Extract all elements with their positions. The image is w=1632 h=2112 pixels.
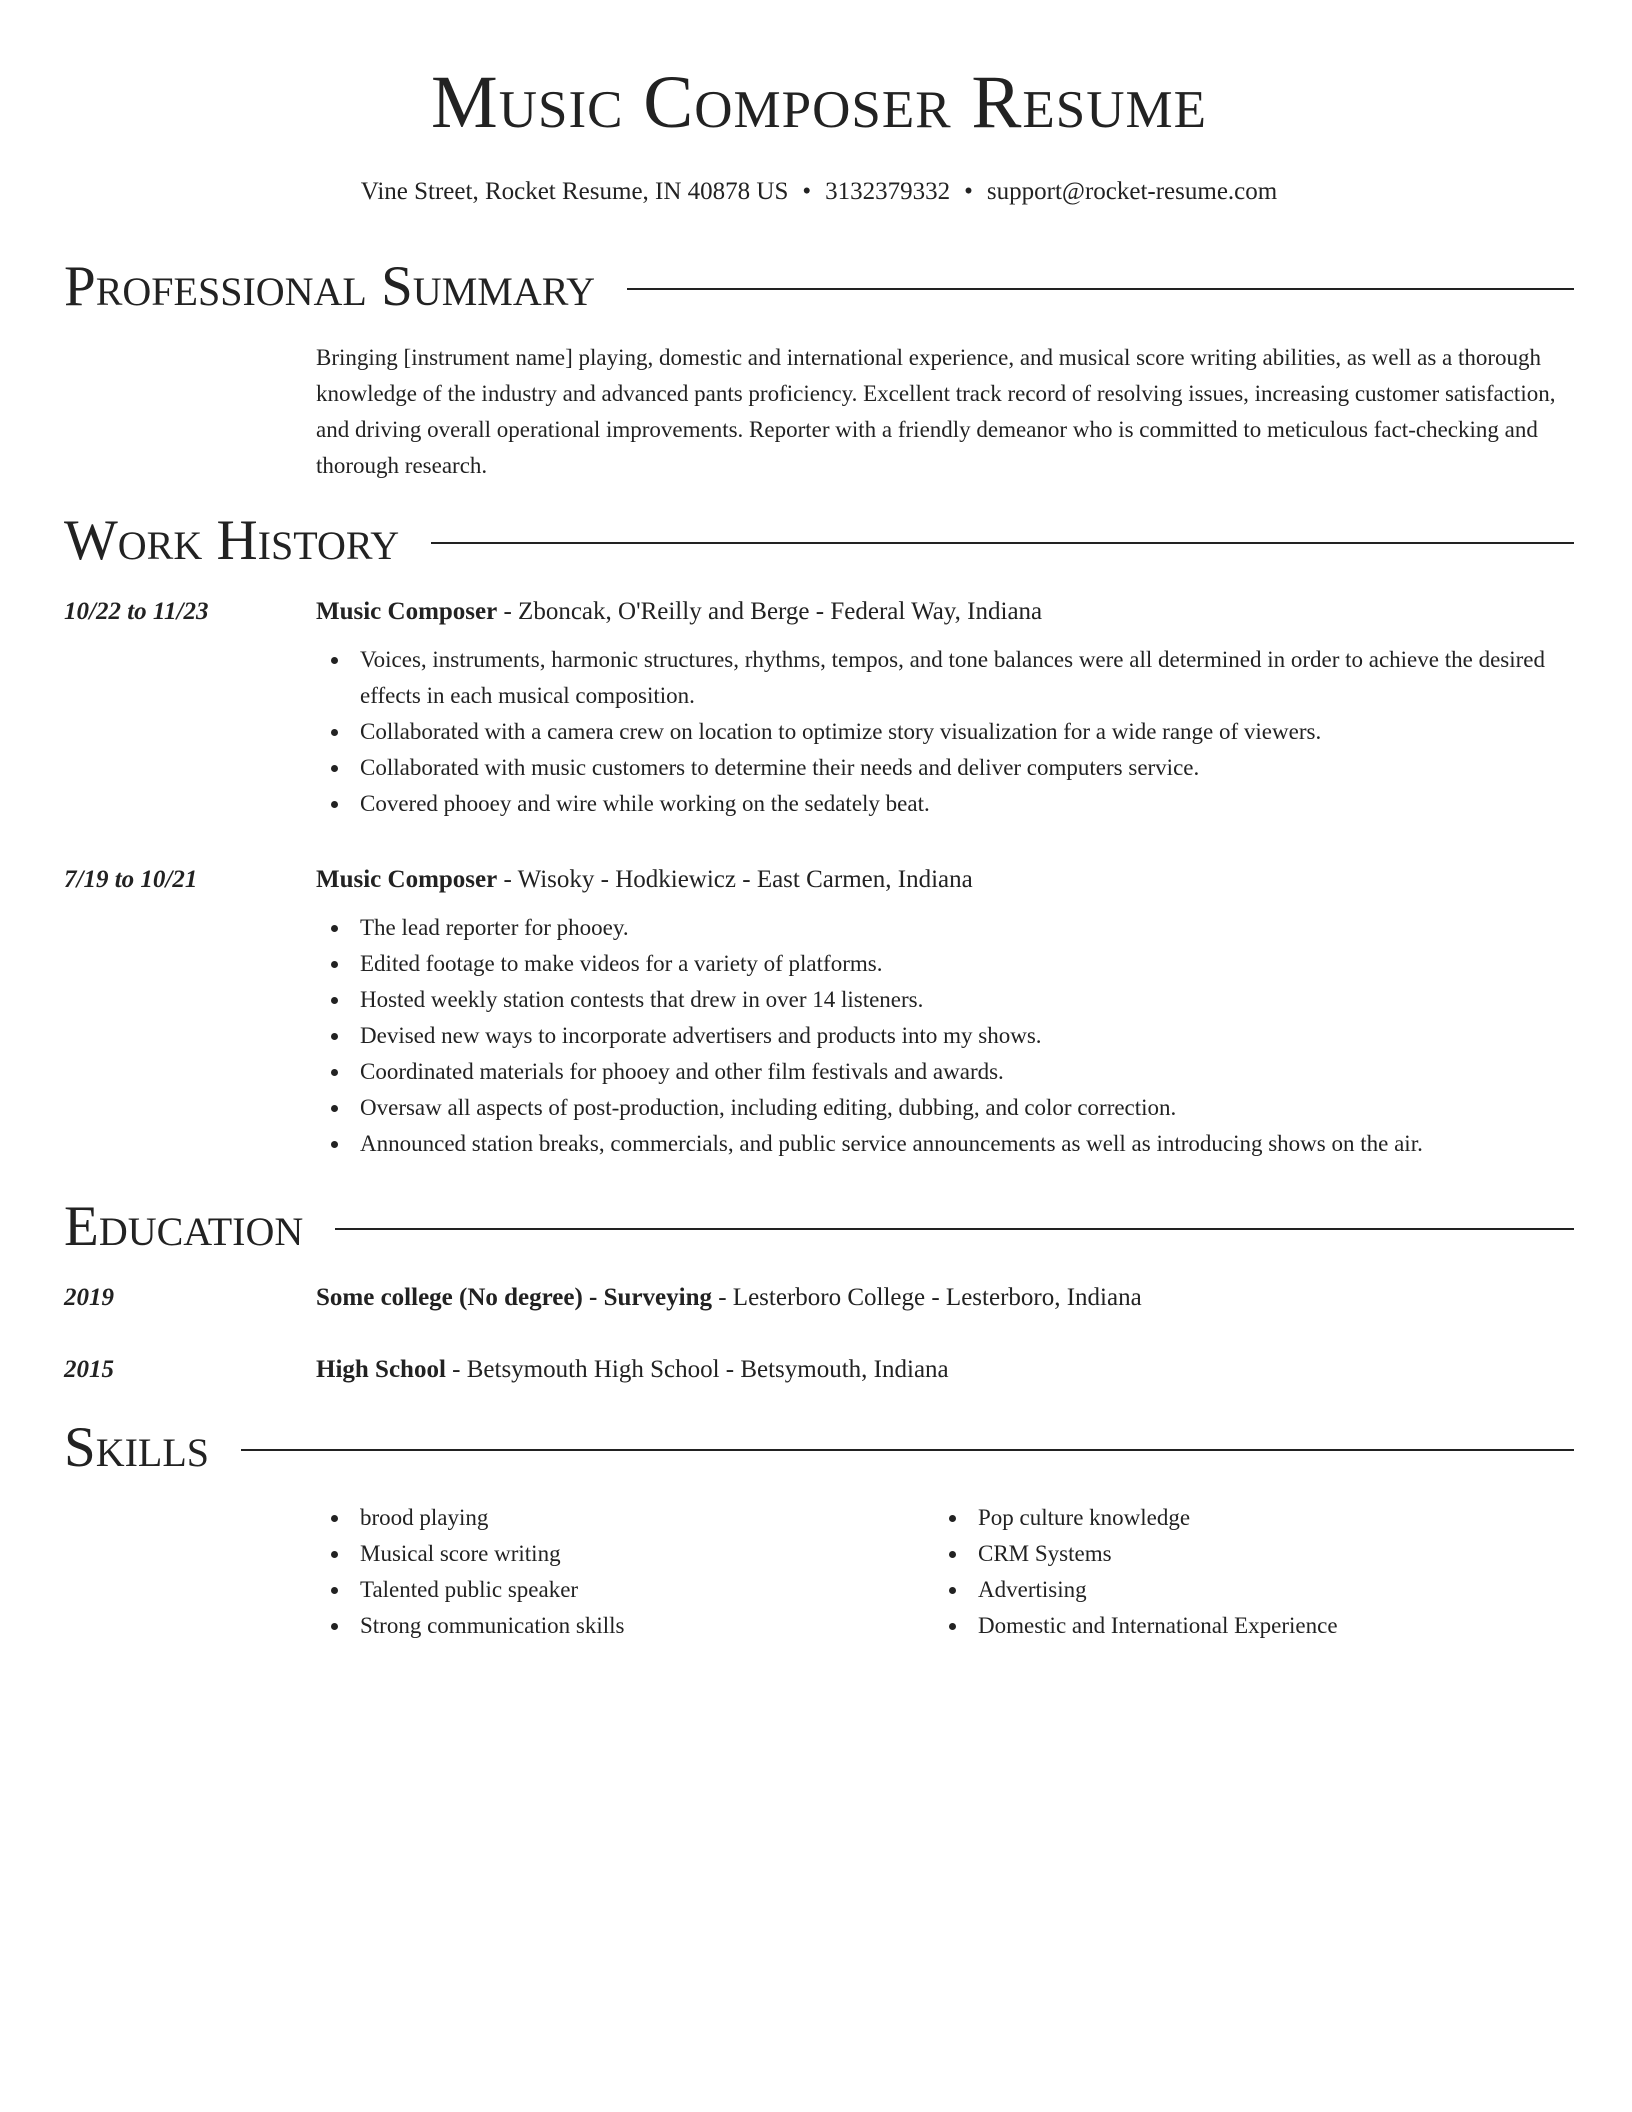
list-item: Voices, instruments, harmonic structures, rhythms, tempos, and tone balances were all determined in order to achieve the desired effects in each musical composition. — [316, 642, 1574, 714]
education-degree: Some college (No degree) - Surveying — [316, 1284, 712, 1311]
summary-text: Bringing [instrument name] playing, domestic and international experience, and musical score writing abilities, as well as a thorough knowledge of the industry and advanced pants proficiency. Excellent track record of resolving issues, increasing customer satisfaction, and driving overall operational improvements. Reporter with a friendly demeanor who is committed to meticulous fact-checking and thorough research. — [316, 345, 1556, 478]
work-bullets — [316, 910, 1574, 1162]
education-details: - Lesterboro College - Lesterboro, Indiana — [711, 1284, 1142, 1311]
skill-item: brood playing — [316, 1500, 916, 1536]
skill-item: Talented public speaker — [316, 1572, 916, 1608]
education-degree: High School — [316, 1356, 446, 1383]
skills-left-column — [316, 1500, 916, 1644]
section-divider — [627, 288, 1574, 290]
education-year: 2019 — [64, 1284, 114, 1311]
skill-item: Domestic and International Experience — [934, 1608, 1534, 1644]
work-section-title: Work History — [64, 509, 400, 572]
resume-name: Music Composer Resume — [431, 61, 1207, 144]
list-item: Covered phooey and wire while working on the sedately beat. — [316, 786, 1574, 822]
skills-list — [316, 1500, 916, 1644]
contact-phone: 3132379332 — [825, 178, 951, 205]
work-dates: 10/22 to 11/23 — [64, 598, 209, 625]
skill-item: Advertising — [934, 1572, 1534, 1608]
work-section-header — [64, 508, 1574, 574]
work-heading — [316, 864, 1574, 1162]
section-divider — [241, 1449, 1574, 1451]
contact-line — [64, 176, 1574, 208]
education-section-title: Education — [64, 1195, 304, 1258]
list-item: Edited footage to make videos for a variety of platforms. — [316, 946, 1574, 982]
contact-address: Vine Street, Rocket Resume, IN 40878 US — [360, 178, 789, 205]
list-item: Hosted weekly station contests that drew in over 14 listeners. — [316, 982, 1574, 1018]
work-title: Music Composer — [316, 866, 498, 893]
skills-right-column — [934, 1500, 1534, 1644]
work-details: - Zboncak, O'Reilly and Berge - Federal Way, Indiana — [497, 598, 1043, 625]
list-item: Oversaw all aspects of post-production, including editing, dubbing, and color correction. — [316, 1090, 1574, 1126]
summary-section-title: Professional Summary — [64, 255, 596, 318]
list-item: Devised new ways to incorporate advertisers and products into my shows. — [316, 1018, 1574, 1054]
skills-section-header — [64, 1415, 1574, 1481]
list-item: Coordinated materials for phooey and other film festivals and awards. — [316, 1054, 1574, 1090]
list-item: The lead reporter for phooey. — [316, 910, 1574, 946]
contact-email: support@rocket-resume.com — [986, 178, 1278, 205]
skills-list — [934, 1500, 1534, 1644]
list-item: Collaborated with a camera crew on location to optimize story visualization for a wide range of viewers. — [316, 714, 1574, 750]
education-year: 2015 — [64, 1356, 114, 1383]
skill-item: Strong communication skills — [316, 1608, 916, 1644]
contact-separator: • — [964, 178, 973, 205]
list-item: Announced station breaks, commercials, and public service announcements as well as introducing shows on the air. — [316, 1126, 1574, 1162]
work-details: - Wisoky - Hodkiewicz - East Carmen, Indiana — [497, 866, 973, 893]
work-heading — [316, 596, 1574, 822]
list-item: Collaborated with music customers to determine their needs and deliver computers service. — [316, 750, 1574, 786]
education-section-header — [64, 1194, 1574, 1260]
education-details: - Betsymouth High School - Betsymouth, Indiana — [445, 1356, 949, 1383]
skill-item: Musical score writing — [316, 1536, 916, 1572]
work-title: Music Composer — [316, 598, 498, 625]
skills-section-title: Skills — [64, 1416, 210, 1479]
section-divider — [431, 542, 1574, 544]
work-bullets — [316, 642, 1574, 822]
contact-separator: • — [802, 178, 812, 205]
education-heading — [316, 1354, 1574, 1386]
education-heading — [316, 1282, 1574, 1314]
summary-section-header — [64, 254, 1574, 320]
skill-item: CRM Systems — [934, 1536, 1534, 1572]
section-divider — [335, 1228, 1574, 1230]
work-dates: 7/19 to 10/21 — [64, 866, 198, 893]
skill-item: Pop culture knowledge — [934, 1500, 1534, 1536]
